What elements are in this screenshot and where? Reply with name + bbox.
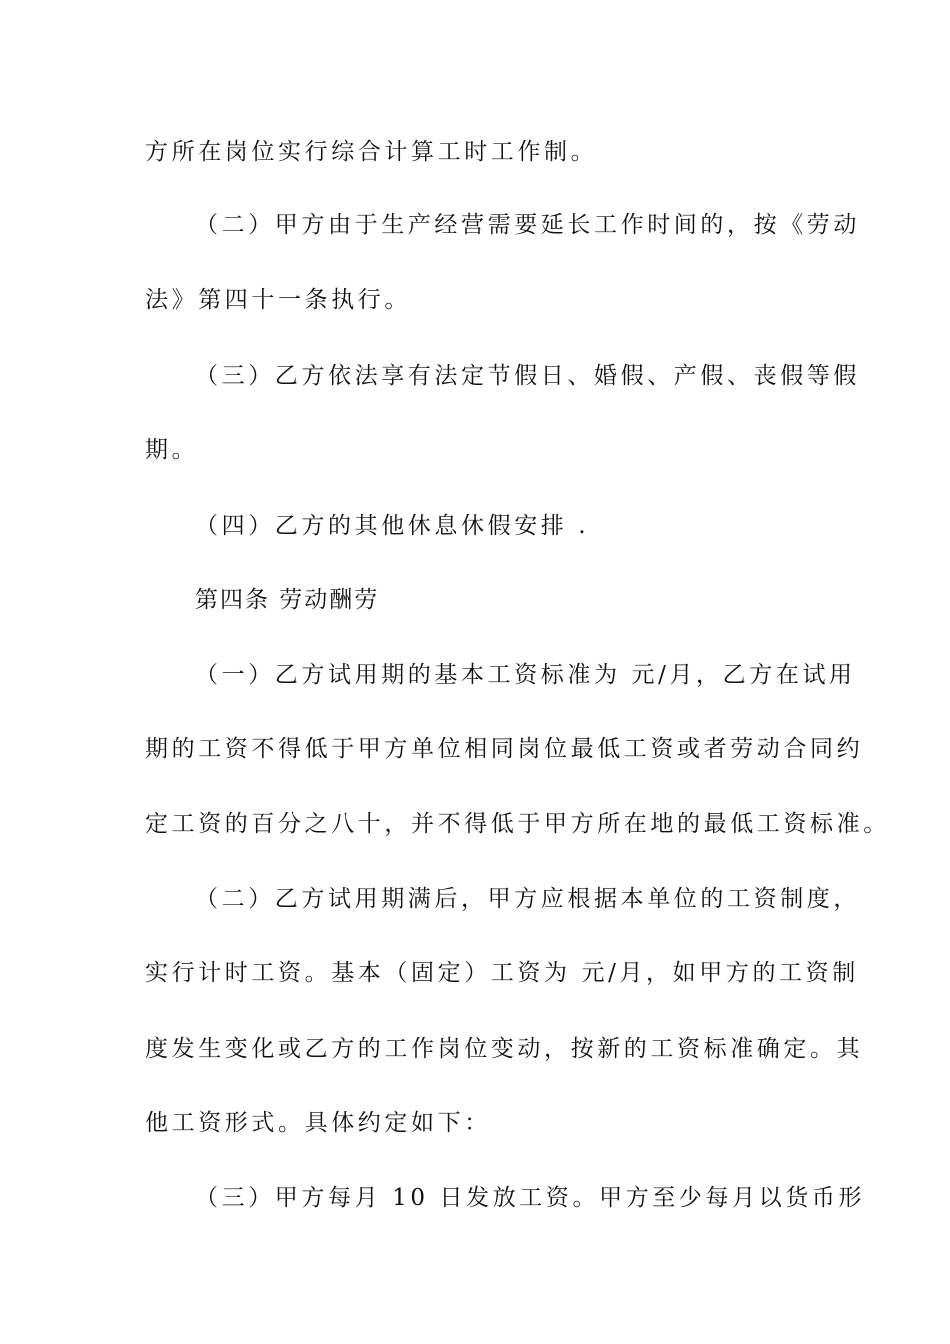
text-line-1: 方所在岗位实行综合计算工时工作制。 bbox=[145, 139, 598, 165]
text-line-8: （一）乙方试用期的基本工资标准为 元/月，乙方在试用 bbox=[195, 662, 856, 688]
text-line-15: （三）甲方每月 10 日发放工资。甲方至少每月以货币形 bbox=[195, 1185, 866, 1211]
text-line-6: （四）乙方的其他休息休假安排 . bbox=[195, 513, 590, 539]
text-line-14: 他工资形式。具体约定如下： bbox=[145, 1110, 491, 1136]
text-line-11: （二）乙方试用期满后，甲方应根据本单位的工资制度， bbox=[195, 886, 860, 912]
text-line-10: 定工资的百分之八十，并不得低于甲方所在地的最低工资标准。 bbox=[145, 811, 890, 837]
text-line-9: 期的工资不得低于甲方单位相同岗位最低工资或者劳动合同约 bbox=[145, 736, 864, 762]
text-line-4: （三）乙方依法享有法定节假日、婚假、产假、丧假等假 bbox=[195, 363, 860, 389]
text-line-5: 期。 bbox=[145, 437, 199, 463]
text-line-12: 实行计时工资。基本（固定）工资为 元/月，如甲方的工资制 bbox=[145, 960, 859, 986]
section-heading: 第四条 劳动酬劳 bbox=[195, 587, 380, 613]
text-line-13: 度发生变化或乙方的工作岗位变动，按新的工资标准确定。其 bbox=[145, 1036, 864, 1062]
text-line-2: （二）甲方由于生产经营需要延长工作时间的，按《劳动 bbox=[195, 212, 860, 238]
text-line-3: 法》第四十一条执行。 bbox=[145, 287, 411, 313]
